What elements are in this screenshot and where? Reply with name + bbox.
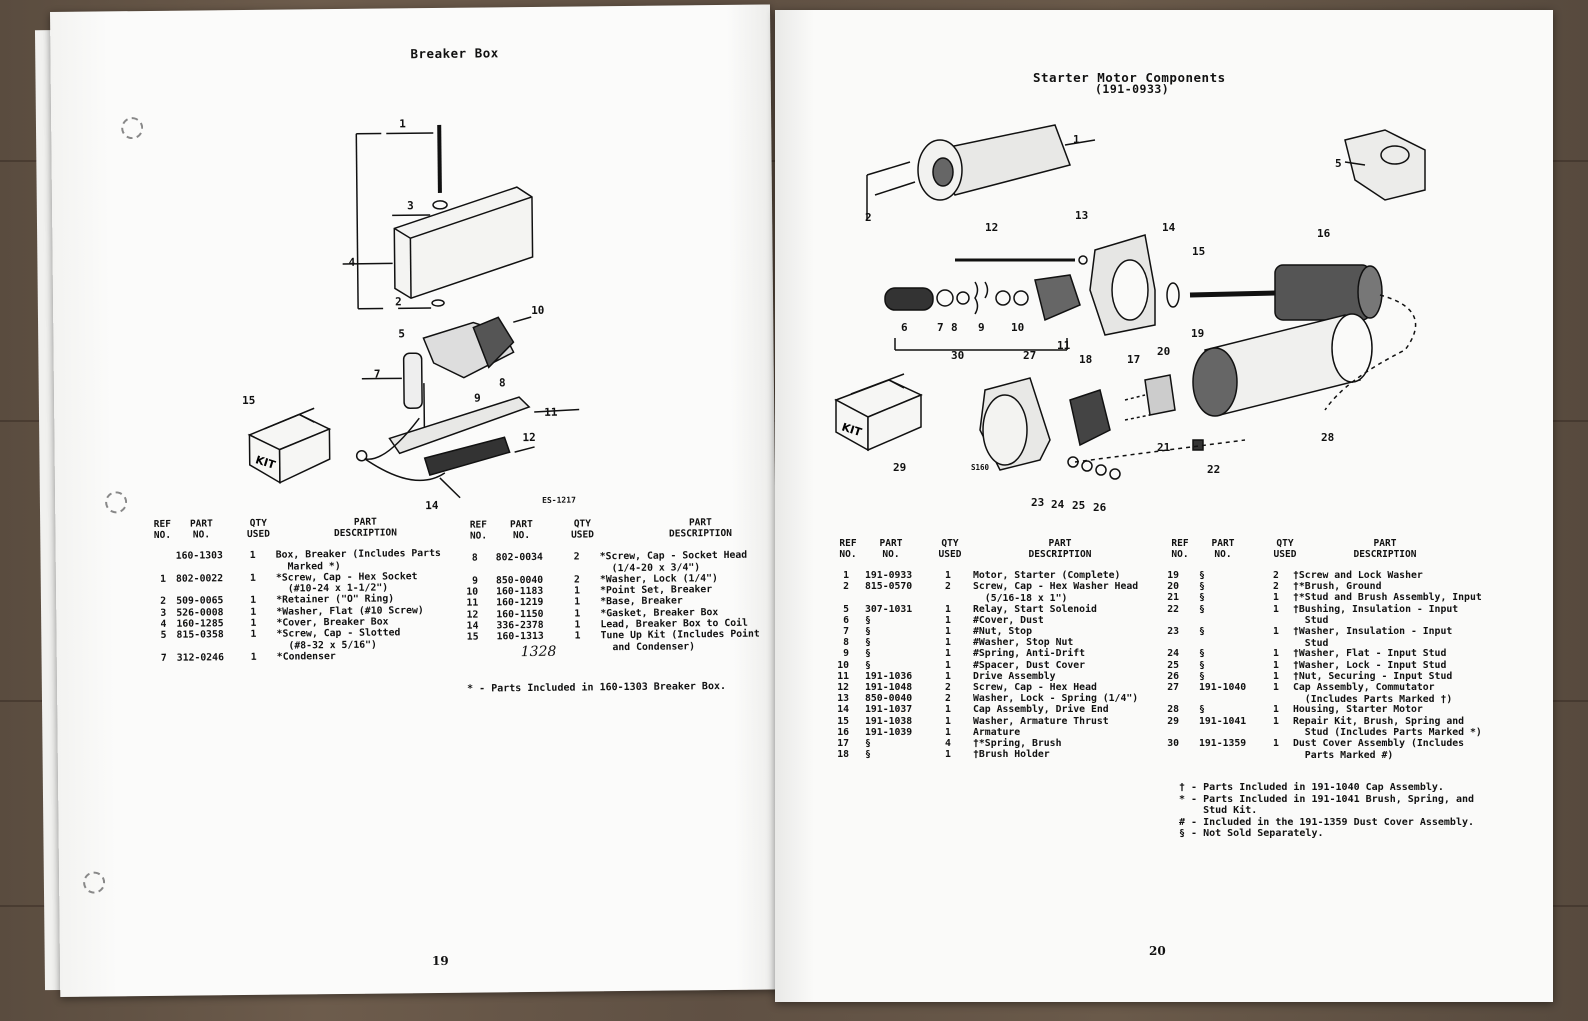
row-qty: 1 <box>1273 682 1279 693</box>
row-desc: Washer, Lock - Spring (1/4") <box>973 693 1139 705</box>
row-ref: 20 <box>1167 581 1179 593</box>
row-qty: 1 <box>945 749 951 761</box>
callout-2: 2 <box>865 211 872 224</box>
callout-20: 20 <box>1157 345 1171 358</box>
figure-code: S160 <box>971 463 990 472</box>
row-ref: 5 <box>160 629 167 641</box>
row-part: § <box>1199 670 1205 682</box>
callout-2: 2 <box>394 295 402 309</box>
row-qty: 1 <box>574 607 581 620</box>
callout-6: 6 <box>901 321 908 334</box>
row-part: 509-0065 <box>176 595 224 607</box>
callout-5: 5 <box>398 327 406 341</box>
row-desc: Dust Cover Assembly (Includes Parts Marked #) <box>1293 738 1465 761</box>
row-part: 336-2378 <box>496 619 544 632</box>
row-desc: Screw, Cap - Hex Washer Head (5/16-18 x 1") <box>973 581 1139 604</box>
right-page <box>775 10 1553 1002</box>
footnote: † - Parts Included in 191-1040 Cap Assembly. <box>1179 782 1444 793</box>
row-desc: *Screw, Cap - Hex Socket (#10-24 x 1-1/2") <box>275 570 418 595</box>
row-desc: Relay, Start Solenoid <box>973 603 1097 615</box>
row-desc: Motor, Starter (Complete) <box>973 570 1121 581</box>
row-part: 526-0008 <box>176 606 224 619</box>
kit-label: KIT <box>840 420 864 440</box>
row-qty: 1 <box>574 585 581 597</box>
row-part: § <box>1199 603 1205 615</box>
row-desc: †Washer, Flat - Input Stud <box>1293 648 1447 660</box>
row-qty: 2 <box>573 551 580 563</box>
row-desc: Box, Breaker (Includes Parts Marked *) <box>275 547 441 573</box>
header-desc: PART DESCRIPTION <box>1353 538 1417 560</box>
row-qty: 1 <box>1273 592 1279 604</box>
callout-5: 5 <box>1335 157 1342 170</box>
row-part: § <box>865 738 871 749</box>
callout-14: 14 <box>1162 221 1176 234</box>
row-part: § <box>865 648 871 660</box>
row-qty: 1 <box>945 648 951 660</box>
callout-12: 12 <box>985 221 999 234</box>
callout-15: 15 <box>242 393 256 408</box>
callout-26: 26 <box>1093 501 1107 514</box>
callout-9: 9 <box>473 391 481 405</box>
row-part: 160-1219 <box>496 597 544 609</box>
header-qty: QTY USED <box>1273 538 1297 560</box>
row-part: 191-1041 <box>1199 715 1247 727</box>
row-desc: †Screw and Lock Washer <box>1293 570 1423 581</box>
row-qty: 1 <box>945 637 951 649</box>
row-qty: 1 <box>250 651 257 663</box>
row-desc: #Nut, Stop <box>973 626 1032 637</box>
row-ref: 28 <box>1167 704 1179 716</box>
row-ref: 12 <box>837 682 849 693</box>
callout-12: 12 <box>522 430 536 445</box>
row-qty: 1 <box>1273 704 1279 716</box>
callout-15: 15 <box>1192 245 1206 258</box>
row-desc: *Washer, Flat (#10 Screw) <box>276 604 424 618</box>
row-part: § <box>865 626 871 637</box>
row-desc: Cap Assembly, Drive End <box>973 704 1109 716</box>
header-desc: PART DESCRIPTION <box>333 516 397 540</box>
header-qty: QTY USED <box>570 518 594 541</box>
row-desc: #Spacer, Dust Cover <box>973 659 1086 671</box>
row-qty: 1 <box>945 603 951 615</box>
row-ref: 1 <box>843 570 849 581</box>
row-qty: 4 <box>945 738 951 749</box>
header-ref: REF NO. <box>1171 538 1189 560</box>
callout-8: 8 <box>951 321 958 334</box>
row-desc: *Screw, Cap - Socket Head (1/4-20 x 3/4") <box>599 549 748 574</box>
row-desc: Tune Up Kit (Includes Point and Condenser) <box>600 628 760 653</box>
header-qty: QTY USED <box>246 517 270 540</box>
row-qty: 2 <box>573 574 580 586</box>
row-qty: 1 <box>574 630 581 642</box>
row-ref: 15 <box>837 715 849 727</box>
footnote: § - Not Sold Separately. <box>1179 828 1324 839</box>
row-qty: 1 <box>945 670 951 682</box>
callout-8: 8 <box>498 376 506 390</box>
row-qty: 1 <box>250 606 257 618</box>
row-part: 160-1150 <box>496 608 544 620</box>
callout-3: 3 <box>406 199 414 213</box>
row-desc: Repair Kit, Brush, Spring and Stud (Includes Parts Marked *) <box>1293 715 1482 739</box>
row-ref: 21 <box>1167 592 1179 604</box>
row-desc: †*Brush, Ground <box>1293 581 1382 593</box>
row-part: § <box>865 637 871 649</box>
row-desc: Drive Assembly <box>973 670 1056 682</box>
row-qty: 2 <box>945 693 951 705</box>
row-qty: 1 <box>945 659 951 671</box>
row-part: § <box>1199 626 1205 637</box>
row-desc: †Washer, Insulation - Input Stud <box>1293 626 1453 649</box>
row-desc: *Washer, Lock (1/4") <box>599 572 718 585</box>
row-desc: Cap Assembly, Commutator (Includes Parts Marked †) <box>1293 682 1453 705</box>
callout-14: 14 <box>425 498 439 513</box>
row-qty: 2 <box>1273 570 1279 581</box>
row-ref: 8 <box>843 637 849 649</box>
row-ref: 23 <box>1167 626 1179 637</box>
callout-13: 13 <box>1075 209 1089 222</box>
row-qty: 1 <box>574 596 581 608</box>
row-part: 191-1048 <box>865 682 913 693</box>
row-part: § <box>1199 704 1205 716</box>
row-desc: #Washer, Stop Nut <box>973 637 1074 649</box>
row-part: 815-0358 <box>176 629 224 641</box>
row-ref: 10 <box>466 586 479 598</box>
page-title: Breaker Box <box>410 45 499 62</box>
row-desc: †Brush Holder <box>973 749 1050 761</box>
row-part: 850-0040 <box>495 574 544 586</box>
row-ref: 29 <box>1167 715 1179 727</box>
header-desc: PART DESCRIPTION <box>668 517 733 540</box>
row-part: 802-0034 <box>495 551 543 564</box>
header-ref: REF NO. <box>839 538 857 560</box>
kit-label: KIT <box>253 453 277 472</box>
row-part: 191-1359 <box>1199 738 1247 749</box>
header-part: PART NO. <box>879 538 903 560</box>
row-ref: 3 <box>160 607 167 619</box>
callout-29: 29 <box>893 461 907 474</box>
row-qty: 1 <box>250 617 257 629</box>
row-desc: †*Spring, Brush <box>973 738 1062 749</box>
row-part: 160-1303 <box>175 550 223 562</box>
row-desc: †Nut, Securing - Input Stud <box>1293 670 1453 682</box>
row-qty: 1 <box>1273 626 1279 637</box>
kit-box-illustration <box>244 404 335 485</box>
row-ref: 10 <box>837 659 849 671</box>
row-ref: 22 <box>1167 603 1179 615</box>
row-desc: *Base, Breaker <box>600 595 683 608</box>
row-part: 815-0570 <box>865 581 913 593</box>
header-part: PART NO. <box>1211 538 1235 560</box>
row-qty: 1 <box>574 619 581 631</box>
punch-hole <box>83 871 105 893</box>
callout-23: 23 <box>1031 496 1045 509</box>
row-ref: 11 <box>837 670 849 682</box>
header-part: PART NO. <box>189 518 213 541</box>
header-part: PART NO. <box>509 518 533 542</box>
row-ref: 25 <box>1167 659 1179 671</box>
row-desc: *Point Set, Breaker <box>600 583 713 597</box>
row-ref: 14 <box>837 704 849 716</box>
callout-11: 11 <box>1057 339 1071 352</box>
row-desc: #Spring, Anti-Drift <box>973 648 1086 660</box>
row-qty: 1 <box>945 626 951 637</box>
row-desc: †*Stud and Brush Assembly, Input <box>1293 592 1482 604</box>
row-desc: †Washer, Lock - Input Stud <box>1293 659 1447 671</box>
row-ref: 17 <box>837 738 849 749</box>
row-qty: 2 <box>945 581 951 593</box>
row-part: 191-1037 <box>865 704 913 716</box>
row-ref: 5 <box>843 603 849 615</box>
row-desc: Screw, Cap - Hex Head <box>973 682 1097 693</box>
row-desc: *Cover, Breaker Box <box>276 616 389 629</box>
row-part: 160-1285 <box>176 618 224 630</box>
footnote: * - Parts Included in 191-1041 Brush, Spring, and Stud Kit. <box>1179 793 1475 816</box>
row-ref: 18 <box>837 749 849 761</box>
row-desc: Lead, Breaker Box to Coil <box>600 617 748 631</box>
callout-1: 1 <box>399 117 406 131</box>
punch-hole <box>105 491 127 513</box>
callout-25: 25 <box>1072 499 1086 512</box>
row-qty: 1 <box>945 726 951 738</box>
callout-1: 1 <box>1073 133 1080 146</box>
row-qty: 1 <box>249 549 256 561</box>
header-ref: REF NO. <box>153 518 172 541</box>
row-ref: 13 <box>837 693 849 705</box>
row-part: § <box>865 749 871 761</box>
row-part: 312-0246 <box>176 651 225 664</box>
row-desc: Washer, Armature Thrust <box>973 715 1109 727</box>
callout-24: 24 <box>1051 498 1065 511</box>
callout-21: 21 <box>1157 441 1171 454</box>
row-desc: *Condenser <box>276 650 336 663</box>
row-ref: 26 <box>1167 670 1179 682</box>
row-qty: 1 <box>945 570 951 581</box>
callout-10: 10 <box>531 303 545 317</box>
row-part: § <box>1199 659 1205 671</box>
row-ref: 11 <box>466 597 479 609</box>
handwritten-correction: 1328 <box>520 643 557 661</box>
row-ref: 27 <box>1167 682 1179 693</box>
callout-27: 27 <box>1023 349 1037 362</box>
row-part: 850-0040 <box>865 693 913 705</box>
row-part: 191-1040 <box>1199 682 1247 693</box>
starter-motor-diagram <box>825 110 1485 530</box>
row-part: 160-1313 <box>496 630 544 643</box>
row-desc: *Screw, Cap - Slotted (#8-32 x 5/16") <box>276 627 401 652</box>
row-desc: Armature <box>973 726 1021 738</box>
callout-16: 16 <box>1317 227 1331 240</box>
row-ref: 14 <box>466 620 479 632</box>
row-desc: †Bushing, Insulation - Input Stud <box>1293 603 1459 627</box>
row-part: 802-0022 <box>175 572 224 585</box>
callout-7: 7 <box>373 367 381 381</box>
callout-22: 22 <box>1207 463 1221 476</box>
page-number: 20 <box>1149 944 1166 958</box>
row-qty: 1 <box>1273 670 1279 682</box>
callout-11: 11 <box>544 405 558 419</box>
row-qty: 1 <box>1273 715 1279 727</box>
footnote: * - Parts Included in 160-1303 Breaker Box. <box>467 680 727 695</box>
callout-7: 7 <box>937 321 944 334</box>
row-qty: 1 <box>945 614 951 626</box>
row-qty: 2 <box>1273 581 1279 593</box>
page-subtitle: (191-0933) <box>1095 82 1170 96</box>
row-qty: 1 <box>1273 738 1279 749</box>
page-title: Starter Motor Components <box>1033 70 1226 85</box>
row-ref: 12 <box>466 609 479 621</box>
page-number: 19 <box>431 953 449 969</box>
row-part: § <box>1199 570 1205 581</box>
callout-9: 9 <box>978 321 985 334</box>
row-qty: 1 <box>1273 659 1279 671</box>
callout-30: 30 <box>951 349 965 362</box>
header-ref: REF NO. <box>469 519 488 542</box>
row-qty: 2 <box>945 682 951 693</box>
callout-28: 28 <box>1321 431 1335 444</box>
row-part: 191-1038 <box>865 715 913 727</box>
kit-box-illustration <box>831 370 926 455</box>
row-part: 191-0933 <box>865 570 913 581</box>
row-part: § <box>865 659 871 671</box>
row-ref: 7 <box>843 626 849 637</box>
figure-code: ES-1217 <box>542 495 576 505</box>
row-ref: 4 <box>160 618 167 630</box>
row-ref: 7 <box>160 652 167 664</box>
row-desc: #Cover, Dust <box>973 614 1044 626</box>
row-desc: *Retainer ("O" Ring) <box>276 593 395 606</box>
row-ref: 24 <box>1167 648 1179 660</box>
row-part: 307-1031 <box>865 603 913 615</box>
row-desc: *Gasket, Breaker Box <box>600 606 719 619</box>
row-part: § <box>1199 592 1205 604</box>
row-qty: 1 <box>1273 648 1279 660</box>
callout-10: 10 <box>1011 321 1025 334</box>
row-qty: 1 <box>250 595 257 607</box>
row-ref: 15 <box>466 631 479 643</box>
row-qty: 1 <box>250 628 257 641</box>
header-desc: PART DESCRIPTION <box>1028 538 1092 560</box>
row-qty: 1 <box>945 704 951 716</box>
row-ref: 30 <box>1167 738 1179 749</box>
header-qty: QTY USED <box>938 538 962 560</box>
row-part: § <box>865 614 871 626</box>
callout-17: 17 <box>1127 353 1141 366</box>
row-ref: 8 <box>471 552 478 564</box>
row-ref: 16 <box>837 726 849 738</box>
row-desc: Housing, Starter Motor <box>1293 704 1423 716</box>
row-part: § <box>1199 581 1205 593</box>
row-part: 160-1183 <box>496 585 544 598</box>
row-ref: 19 <box>1167 570 1179 581</box>
row-ref: 2 <box>843 581 849 593</box>
callout-4: 4 <box>348 255 356 269</box>
row-qty: 1 <box>249 572 256 584</box>
row-part: § <box>1199 648 1205 660</box>
row-ref: 2 <box>160 596 167 608</box>
row-part: 191-1036 <box>865 670 913 682</box>
row-ref: 6 <box>843 614 849 626</box>
callout-19: 19 <box>1191 327 1205 340</box>
row-part: 191-1039 <box>865 726 913 738</box>
row-qty: 1 <box>945 715 951 727</box>
punch-hole <box>121 117 143 139</box>
left-page <box>50 4 780 996</box>
footnote: # - Included in the 191-1359 Dust Cover Assembly. <box>1179 816 1475 828</box>
row-ref: 9 <box>472 575 479 587</box>
callout-18: 18 <box>1079 353 1093 366</box>
row-ref: 1 <box>159 573 167 585</box>
row-qty: 1 <box>1273 603 1279 615</box>
row-ref: 9 <box>843 648 849 660</box>
